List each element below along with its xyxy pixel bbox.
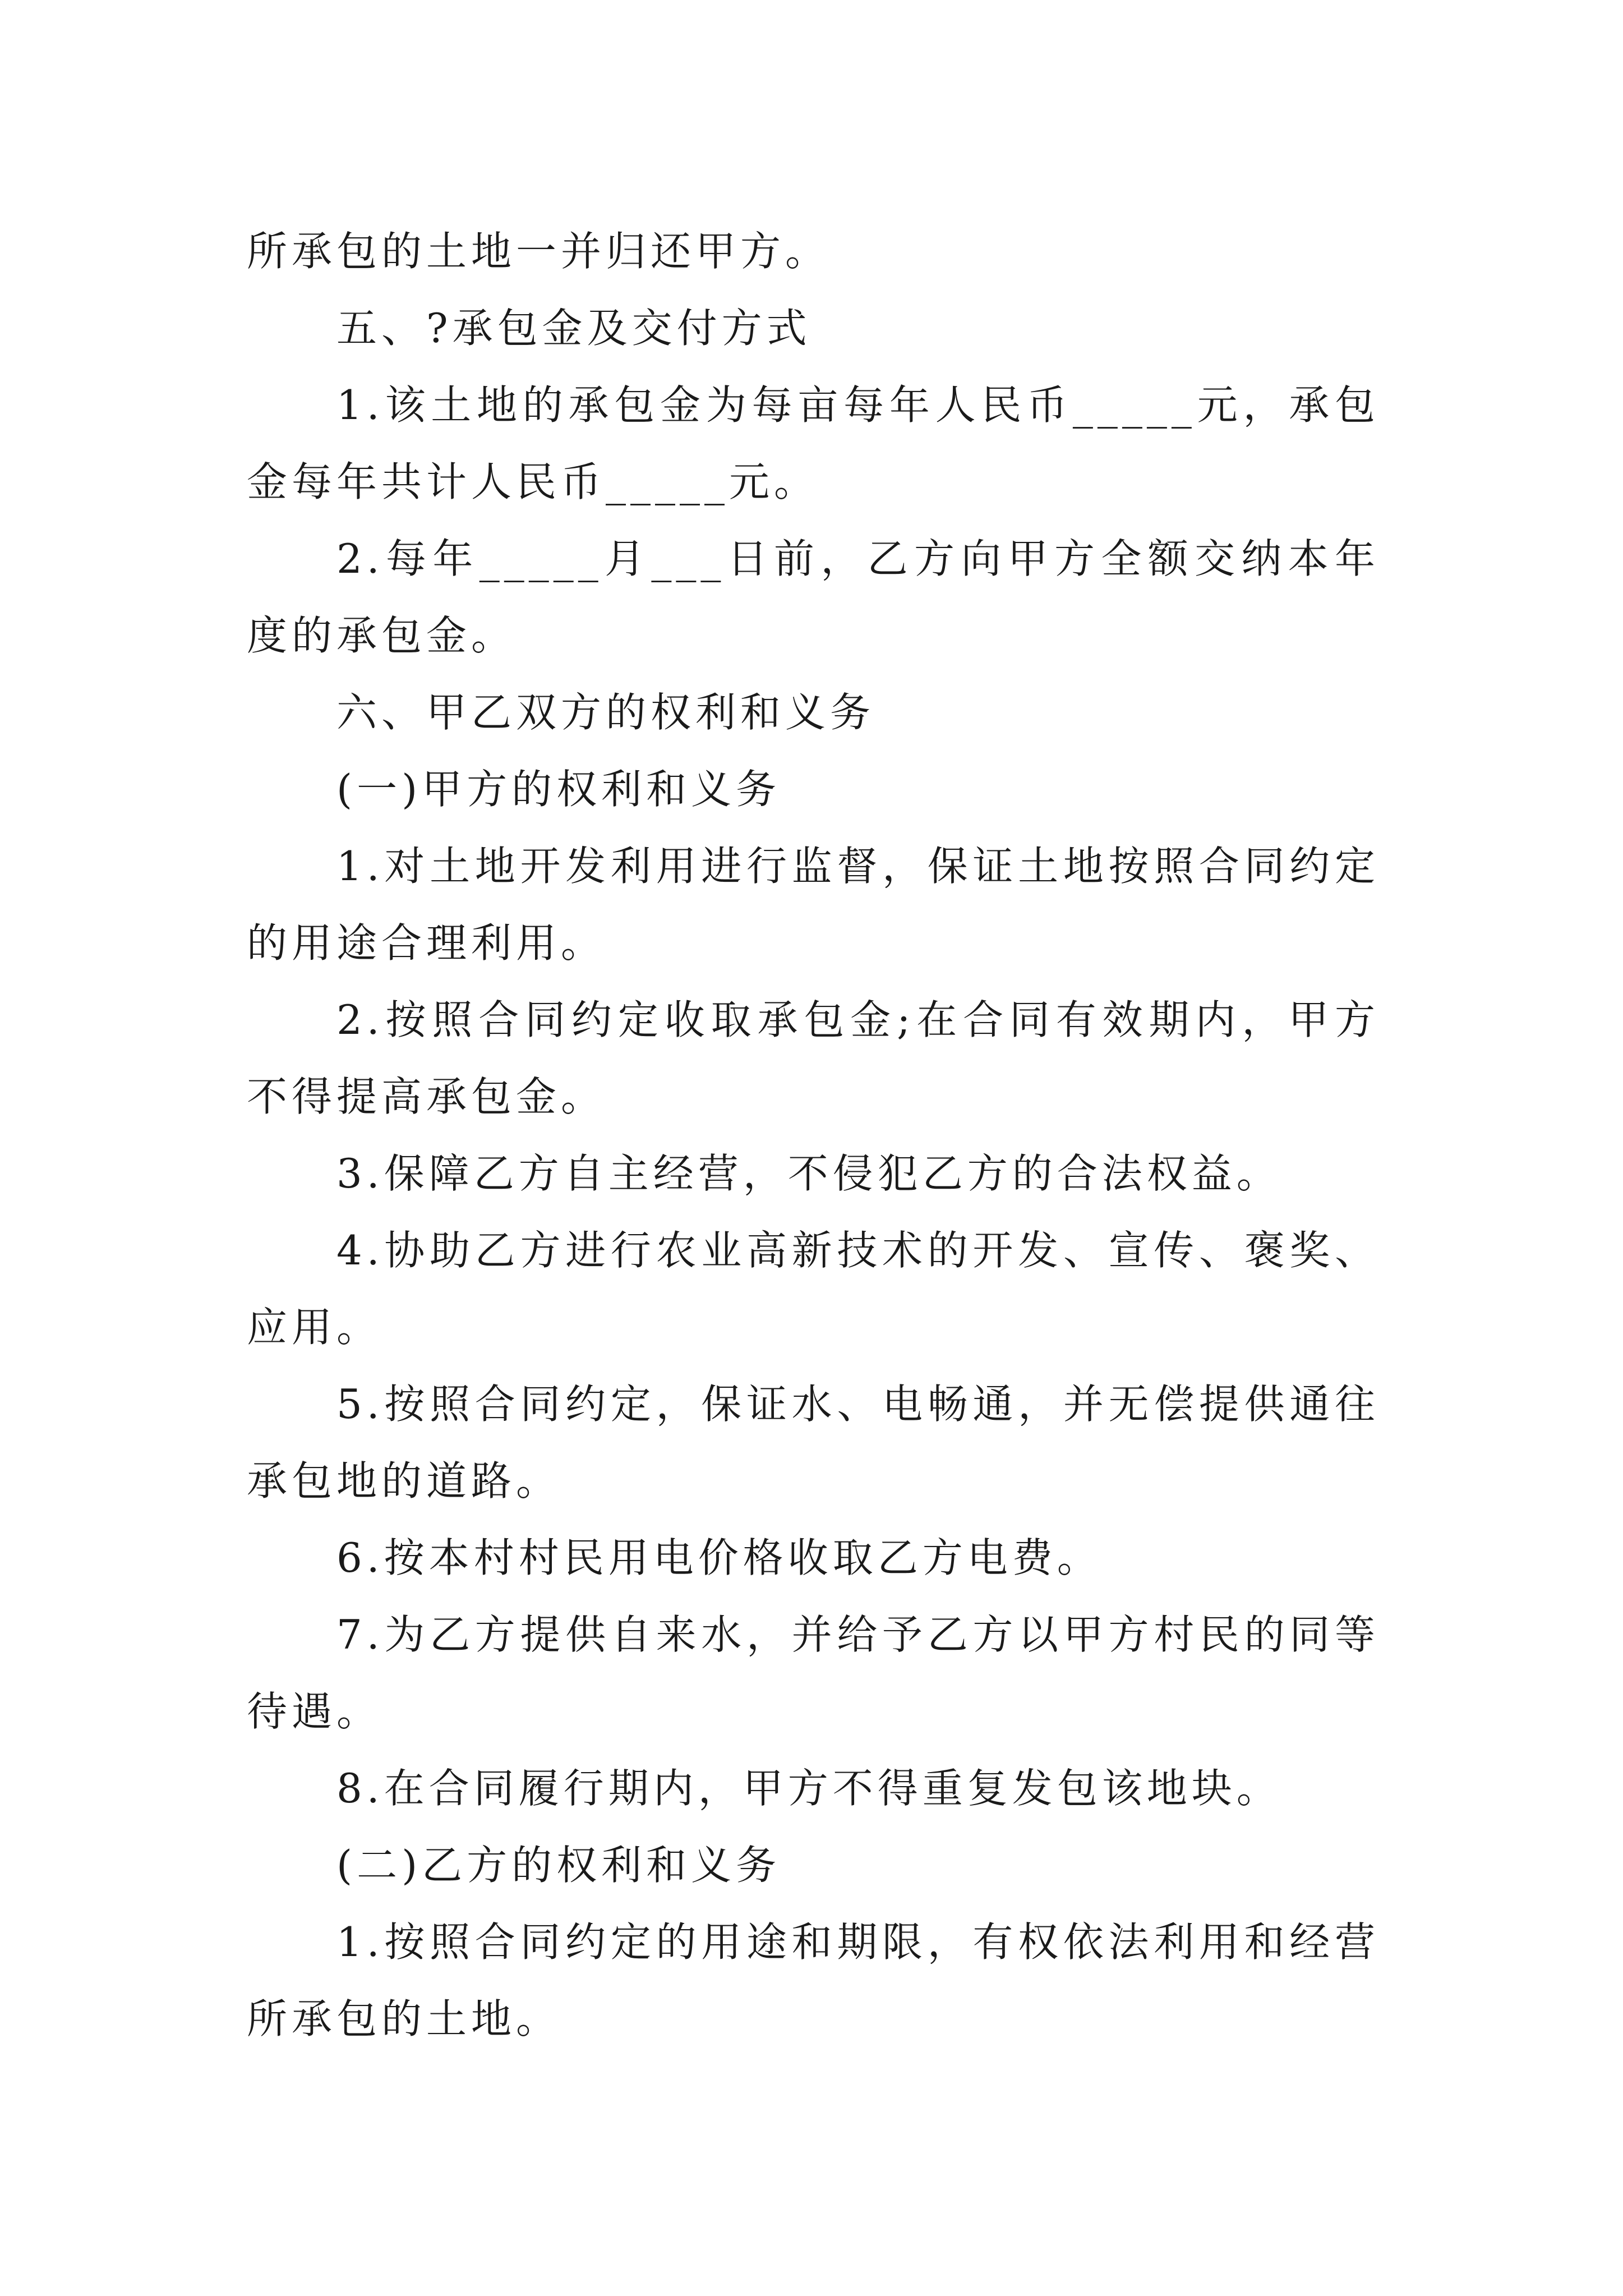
clause-party-a-2: 2.按照合同约定收取承包金;在合同有效期内，甲方不得提高承包金。 — [247, 996, 1380, 1120]
clause-party-a-3: 3.保障乙方自主经营，不侵犯乙方的合法权益。 — [336, 1150, 1281, 1197]
clause-payment-2: 2.每年_____月___日前，乙方向甲方全额交纳本年度的承包金。 — [247, 535, 1380, 659]
subsection-heading-party-b: (二)乙方的权利和义务 — [336, 1842, 781, 1889]
clause-party-a-8: 8.在合同履行期内，甲方不得重复发包该地块。 — [336, 1765, 1281, 1812]
clause-party-a-5: 5.按照合同约定，保证水、电畅通，并无偿提供通往承包地的道路。 — [247, 1381, 1380, 1504]
clause-party-b-1: 1.按照合同约定的用途和期限，有权依法利用和经营所承包的土地。 — [247, 1918, 1380, 2042]
document-body — [247, 213, 1380, 2058]
clause-party-a-4: 4.协助乙方进行农业高新技术的开发、宣传、褒奖、应用。 — [247, 1227, 1380, 1351]
subsection-heading-party-a: (一)甲方的权利和义务 — [336, 766, 781, 813]
clause-party-a-1: 1.对土地开发利用进行监督，保证土地按照合同约定的用途合理利用。 — [247, 843, 1380, 967]
section-heading-payment: 五、?承包金及交付方式 — [336, 305, 811, 352]
clause-party-a-6: 6.按本村村民用电价格收取乙方电费。 — [336, 1534, 1102, 1581]
section-heading-rights: 六、甲乙双方的权利和义务 — [336, 689, 875, 736]
clause-payment-1: 1.该土地的承包金为每亩每年人民币_____元，承包金每年共计人民币_____元。 — [247, 381, 1380, 505]
clause-party-a-7: 7.为乙方提供自来水，并给予乙方以甲方村民的同等待遇。 — [247, 1611, 1380, 1735]
paragraph-continuation: 所承包的土地一并归还甲方。 — [247, 228, 831, 275]
